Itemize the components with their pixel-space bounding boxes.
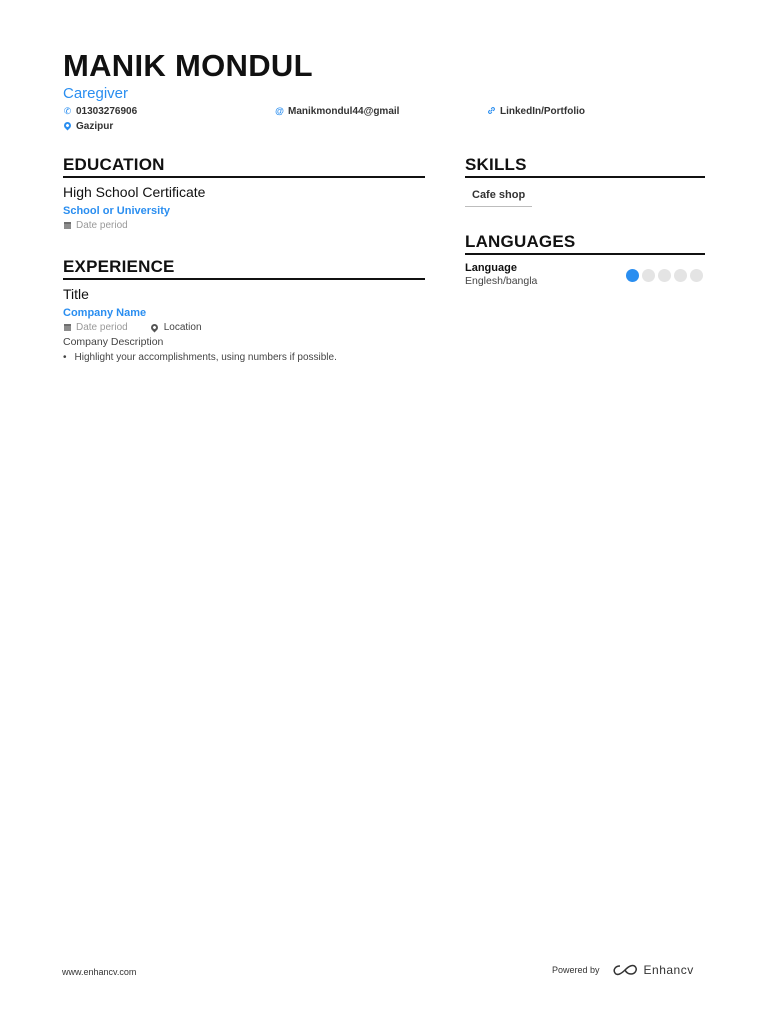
- powered-by-text: Powered by: [552, 965, 600, 975]
- experience-bullet-text: Highlight your accomplishments, using numbers if possible.: [74, 352, 337, 363]
- education-heading: EDUCATION: [63, 155, 165, 174]
- footer-branding[interactable]: [552, 963, 694, 977]
- contact-link[interactable]: [487, 106, 585, 117]
- experience-divider: [63, 278, 425, 280]
- rating-dot-empty: [674, 269, 687, 282]
- rating-dot-filled: [626, 269, 639, 282]
- link-text[interactable]: LinkedIn/Portfolio: [500, 106, 585, 117]
- education-date: [64, 220, 128, 231]
- link-icon: [487, 106, 496, 117]
- experience-date-text: Date period: [76, 322, 128, 333]
- location-text: Gazipur: [76, 121, 114, 132]
- experience-title: Title: [63, 286, 89, 302]
- experience-description: Company Description: [63, 336, 164, 348]
- education-degree: High School Certificate: [63, 184, 206, 200]
- experience-location-text: Location: [163, 322, 202, 333]
- skills-divider: [465, 176, 705, 178]
- phone-text: 01303276906: [76, 106, 138, 117]
- email-text[interactable]: Manikmondul44@gmail: [288, 106, 400, 117]
- resume-name: MANIK MONDUL: [63, 48, 313, 83]
- experience-bullet: [63, 352, 337, 363]
- language-level: Englesh/bangla: [465, 275, 538, 287]
- languages-heading: LANGUAGES: [465, 232, 576, 251]
- enhancv-logo[interactable]: [612, 963, 694, 977]
- language-rating: [626, 269, 703, 282]
- location-pin-icon: [149, 323, 159, 333]
- contact-location: [63, 121, 113, 132]
- bullet-icon: •: [63, 352, 67, 363]
- calendar-icon: [64, 324, 71, 331]
- rating-dot-empty: [642, 269, 655, 282]
- education-school: School or University: [63, 205, 170, 217]
- enhancv-logo-icon: [612, 964, 638, 976]
- rating-dot-empty: [690, 269, 703, 282]
- location-pin-icon: [63, 122, 72, 131]
- experience-heading: EXPERIENCE: [63, 257, 175, 276]
- education-date-text: Date period: [76, 220, 128, 231]
- contact-email[interactable]: [275, 106, 399, 117]
- enhancv-logo-text: Enhancv: [643, 963, 694, 977]
- language-name: Language: [465, 262, 517, 274]
- contact-phone: [63, 106, 137, 117]
- experience-company: Company Name: [63, 307, 147, 319]
- skill-tag: Cafe shop: [465, 189, 532, 207]
- footer-site-link[interactable]: www.enhancv.com: [62, 967, 137, 977]
- phone-icon: ✆: [63, 106, 72, 116]
- resume-role: Caregiver: [63, 85, 129, 102]
- at-icon: @: [275, 106, 284, 116]
- rating-dot-empty: [658, 269, 671, 282]
- calendar-icon: [64, 222, 71, 229]
- skills-heading: SKILLS: [465, 155, 527, 174]
- languages-divider: [465, 253, 705, 255]
- education-divider: [63, 176, 425, 178]
- experience-meta: [64, 322, 202, 333]
